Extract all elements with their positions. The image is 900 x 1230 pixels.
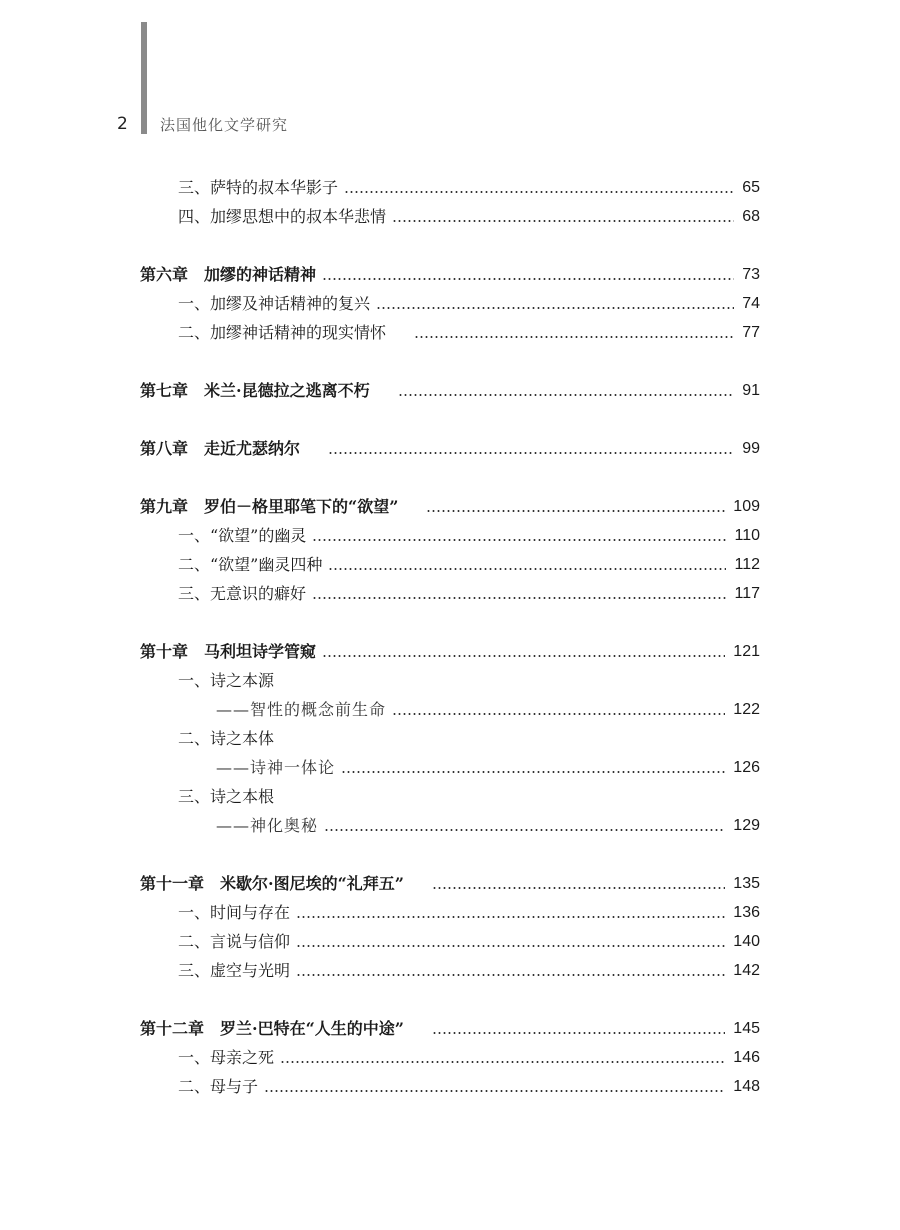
- toc-chapter-title: 第十一章 米歇尔·图尼埃的“礼拜五”: [140, 874, 404, 893]
- toc-entry-page: 135: [733, 875, 760, 892]
- toc-entry-title: 二、加缪神话精神的现实情怀: [178, 323, 387, 342]
- toc-entry-page: 117: [734, 585, 760, 602]
- toc-entry-page: 145: [733, 1020, 760, 1037]
- toc-entry[interactable]: [178, 926, 760, 952]
- dot-leader: [264, 1090, 725, 1092]
- toc-entry-page: 73: [742, 266, 760, 283]
- toc-entry-page: 65: [742, 179, 760, 196]
- toc-entry[interactable]: [178, 1071, 760, 1097]
- toc-entry[interactable]: [178, 520, 760, 546]
- dot-leader: [312, 597, 726, 599]
- dot-leader: [398, 394, 735, 396]
- toc-entry-page: 110: [734, 527, 760, 544]
- toc-entry[interactable]: [178, 1042, 760, 1068]
- toc-entry[interactable]: [178, 201, 760, 227]
- toc-entry-page: 91: [742, 382, 760, 399]
- toc-entry-title: 一、诗之本源: [178, 671, 275, 690]
- toc-subentry[interactable]: [216, 694, 760, 720]
- toc-entry-page: 136: [733, 904, 760, 921]
- toc-subentry[interactable]: [216, 752, 760, 778]
- toc-chapter-title: 第十章 马利坦诗学管窥: [140, 642, 317, 661]
- toc-entry[interactable]: [178, 549, 760, 575]
- dot-leader: [328, 452, 734, 454]
- toc-entry[interactable]: [178, 288, 760, 314]
- dot-leader: [432, 1032, 725, 1034]
- header-bar: [141, 22, 147, 134]
- toc-entry-page: 112: [734, 556, 760, 573]
- toc-entry-page: 122: [733, 701, 760, 718]
- dot-leader: [426, 510, 725, 512]
- toc-chapter[interactable]: [140, 636, 760, 662]
- toc-entry-page: 74: [742, 295, 760, 312]
- toc-entry-page: 109: [733, 498, 760, 515]
- toc-entry-page: 146: [733, 1049, 760, 1066]
- toc-entry[interactable]: [178, 955, 760, 981]
- dot-leader: [296, 945, 725, 947]
- toc-entry-title: 二、母与子: [178, 1077, 259, 1096]
- toc-chapter[interactable]: [140, 433, 760, 459]
- dot-leader: [341, 771, 725, 773]
- toc-subentry-title: ——智性的概念前生命: [216, 700, 387, 719]
- toc-entry[interactable]: [178, 897, 760, 923]
- dot-leader: [392, 713, 725, 715]
- toc-chapter[interactable]: [140, 1013, 760, 1039]
- dot-leader: [322, 278, 734, 280]
- toc-entry-page: 68: [742, 208, 760, 225]
- toc-chapter[interactable]: [140, 259, 760, 285]
- toc-entry-page: 121: [733, 643, 760, 660]
- toc-entry-title: 一、“欲望”的幽灵: [178, 526, 307, 545]
- toc-entry-title: 一、时间与存在: [178, 903, 291, 922]
- toc-entry[interactable]: [178, 665, 760, 691]
- toc-chapter-title: 第十二章 罗兰·巴特在“人生的中途”: [140, 1019, 404, 1038]
- toc-chapter[interactable]: [140, 491, 760, 517]
- toc-entry[interactable]: [178, 578, 760, 604]
- toc-subentry-title: ——神化奥秘: [216, 816, 319, 835]
- dot-leader: [328, 568, 726, 570]
- toc-entry-title: 二、“欲望”幽灵四种: [178, 555, 323, 574]
- dot-leader: [296, 974, 725, 976]
- toc-entry-title: 三、萨特的叔本华影子: [178, 178, 339, 197]
- toc-chapter-title: 第六章 加缪的神话精神: [140, 265, 317, 284]
- toc-chapter-title: 第九章 罗伯－格里耶笔下的“欲望”: [140, 497, 399, 516]
- dot-leader: [376, 307, 734, 309]
- toc-entry-page: 99: [742, 440, 760, 457]
- toc-entry-title: 一、加缪及神话精神的复兴: [178, 294, 371, 313]
- toc-subentry-title: ——诗神一体论: [216, 758, 336, 777]
- toc-entry-title: 二、言说与信仰: [178, 932, 291, 951]
- running-title: 法国他化文学研究: [160, 116, 289, 134]
- dot-leader: [432, 887, 725, 889]
- toc-entry-title: 三、诗之本根: [178, 787, 275, 806]
- dot-leader: [296, 916, 725, 918]
- toc-chapter-title: 第八章 走近尤瑟纳尔: [140, 439, 301, 458]
- page-number: 2: [117, 114, 128, 134]
- toc-entry-page: 77: [742, 324, 760, 341]
- toc-chapter[interactable]: [140, 375, 760, 401]
- toc-chapter[interactable]: [140, 868, 760, 894]
- dot-leader: [324, 829, 725, 831]
- toc-entry-page: 140: [733, 933, 760, 950]
- toc-entry-page: 148: [733, 1078, 760, 1095]
- dot-leader: [344, 191, 734, 193]
- toc-entry[interactable]: [178, 781, 760, 807]
- toc-chapter-title: 第七章 米兰·昆德拉之逃离不朽: [140, 381, 370, 400]
- dot-leader: [312, 539, 726, 541]
- toc-entry-page: 126: [733, 759, 760, 776]
- dot-leader: [414, 336, 734, 338]
- dot-leader: [322, 655, 725, 657]
- toc-entry[interactable]: [178, 317, 760, 343]
- toc-entry-title: 四、加缪思想中的叔本华悲情: [178, 207, 387, 226]
- dot-leader: [280, 1061, 725, 1063]
- toc-entry[interactable]: [178, 172, 760, 198]
- toc-subentry[interactable]: [216, 810, 760, 836]
- toc-entry-title: 二、诗之本体: [178, 729, 275, 748]
- toc-entry-title: 三、无意识的癖好: [178, 584, 307, 603]
- toc-entry-page: 142: [733, 962, 760, 979]
- toc-entry[interactable]: [178, 723, 760, 749]
- toc-entry-page: 129: [733, 817, 760, 834]
- dot-leader: [392, 220, 734, 222]
- toc-entry-title: 三、虚空与光明: [178, 961, 291, 980]
- toc-entry-title: 一、母亲之死: [178, 1048, 275, 1067]
